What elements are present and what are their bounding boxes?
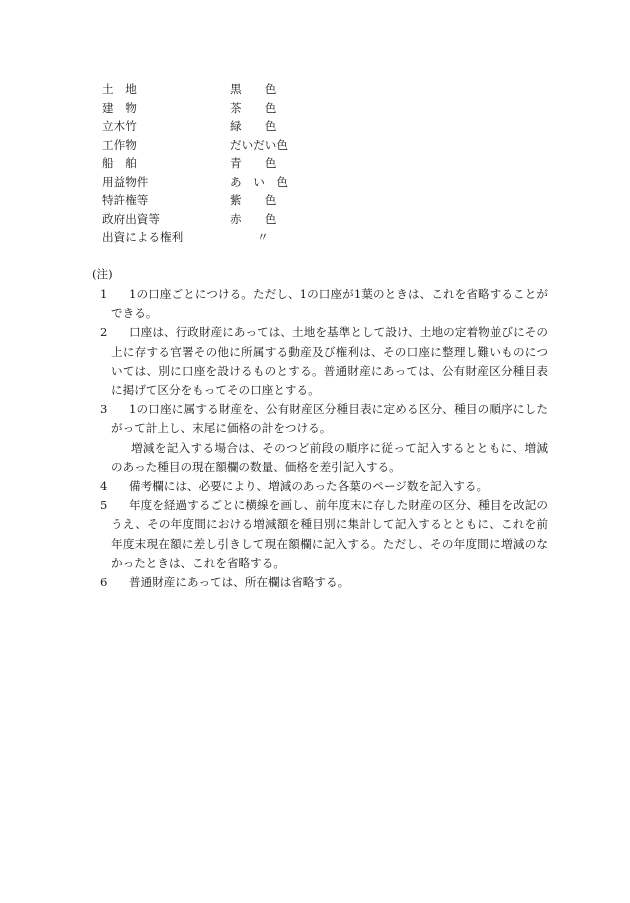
note-number: 5 (100, 498, 108, 513)
note-item (100, 323, 548, 400)
notes-heading: (注) (92, 267, 113, 281)
note-text: 1の口座に属する財産を、公有財産区分種目表に定める区分、種目の順序にしたがって計上し、末尾に価格の計をつける。 (111, 402, 548, 436)
category-label: 建 物 (102, 100, 137, 115)
note-item (100, 400, 548, 477)
color-label: 黒 色 (230, 82, 277, 96)
category-label: 立木竹 (102, 119, 137, 133)
note-text: 普通財産にあっては、所在欄は省略する。 (129, 575, 350, 590)
note-number: 4 (100, 479, 108, 494)
ditto-mark: 〃 (257, 230, 269, 244)
color-table (102, 80, 312, 247)
note-item (100, 285, 548, 323)
category-label: 土 地 (102, 82, 137, 96)
color-label: 赤 色 (230, 211, 277, 226)
note-number: 1 (100, 287, 108, 301)
note-item (100, 477, 548, 496)
note-text: 年度を経過するごとに横線を画し、前年度末に存した財産の区分、種目を改記のうえ、その年度間における増減額を種目別に集計して記入するとともに、これを前年度末現在額に差し引きして現在額欄に記入する。ただし、その年度間に増減のなかったときは、これを省略する。 (111, 498, 548, 570)
color-label: 青 色 (230, 156, 277, 170)
note-item (100, 573, 548, 592)
color-table-row (102, 136, 312, 155)
notes-list (100, 285, 548, 592)
color-table-row (102, 191, 312, 210)
note-number: 3 (100, 402, 108, 417)
color-label: だいだい色 (230, 137, 288, 152)
category-label: 特許権等 (102, 193, 149, 207)
category-label: 出資による権利 (102, 230, 184, 244)
color-table-row (102, 228, 312, 247)
note-supplement: 増減を記入する場合は、そのつど前段の順序に従って記入するとともに、増減のあった種目の現在額欄の数量、価格を差引記入する。 (111, 440, 548, 474)
category-label: 用益物件 (102, 174, 149, 189)
color-table-row (102, 117, 312, 136)
note-text: 1の口座ごとにつける。ただし、1の口座が1葉のときは、これを省略することができる。 (111, 287, 548, 321)
color-table-row (102, 154, 312, 173)
note-number: 6 (100, 575, 108, 590)
color-label: あ い 色 (230, 174, 288, 189)
note-item (100, 496, 548, 573)
color-label: 緑 色 (230, 119, 277, 133)
color-label: 紫 色 (230, 193, 277, 207)
category-label: 政府出資等 (102, 211, 160, 226)
category-label: 船 舶 (102, 156, 137, 170)
color-table-row (102, 99, 312, 118)
color-table-row (102, 173, 312, 192)
note-text: 備考欄には、必要により、増減のあった各葉のページ数を記入する。 (129, 479, 489, 494)
note-number: 2 (100, 325, 108, 340)
color-table-row (102, 80, 312, 99)
note-text: 口座は、行政財産にあっては、土地を基準として設け、土地の定着物並びにその上に存する官署その他に所属する動産及び権利は、その口座に整理し難いものについては、別に口座を設けるものとする。普通財産にあっては、公有財産区分種目表に掲げて区分をもってその口座とする。 (111, 325, 548, 398)
color-label: 茶 色 (230, 100, 277, 115)
category-label: 工作物 (102, 137, 137, 152)
color-table-row (102, 210, 312, 229)
